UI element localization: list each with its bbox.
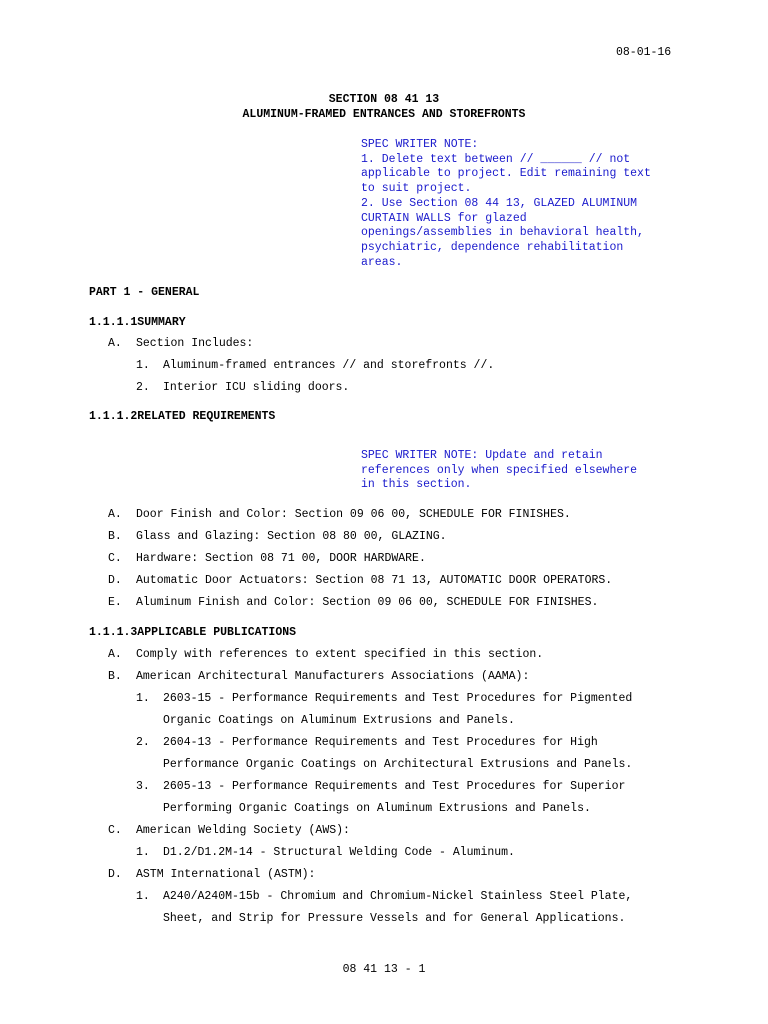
list-item: Door Finish and Color: Section 09 06 00, SCHEDULE FOR FINISHES. — [136, 508, 571, 521]
list-mark: D. — [108, 574, 122, 587]
note-line: SPEC WRITER NOTE: — [361, 138, 479, 151]
list-item: American Architectural Manufacturers Associations (AAMA): — [136, 670, 530, 683]
list-mark: A. — [108, 337, 122, 350]
list-mark: 2. — [136, 381, 150, 394]
list-mark: A. — [108, 648, 122, 661]
list-mark: 2. — [136, 736, 150, 749]
list-item-continuation: Performing Organic Coatings on Aluminum Extrusions and Panels. — [163, 802, 591, 815]
note-line: references only when specified elsewhere — [361, 463, 638, 477]
list-item: Hardware: Section 08 71 00, DOOR HARDWARE. — [136, 552, 426, 565]
note-line: SPEC WRITER NOTE: Update and retain — [361, 449, 603, 462]
note-line: 1. Delete text between // ______ // not — [361, 152, 631, 166]
list-item-continuation: Organic Coatings on Aluminum Extrusions and Panels. — [163, 714, 515, 727]
list-item: Glass and Glazing: Section 08 80 00, GLAZING. — [136, 530, 447, 543]
spec-writer-note — [361, 138, 651, 270]
list-mark: 1. — [136, 846, 150, 859]
list-item: 2603-15 - Performance Requirements and Test Procedures for Pigmented — [163, 692, 633, 705]
note-line: to suit project. — [361, 182, 472, 196]
list-mark: E. — [108, 596, 122, 609]
note-line: CURTAIN WALLS for glazed — [361, 211, 527, 225]
list-item: ASTM International (ASTM): — [136, 868, 316, 881]
related-heading: 1.1.1.2RELATED REQUIREMENTS — [89, 410, 276, 423]
list-item: Automatic Door Actuators: Section 08 71 13, AUTOMATIC DOOR OPERATORS. — [136, 574, 613, 587]
list-mark: 1. — [136, 692, 150, 705]
list-item: 2605-13 - Performance Requirements and Test Procedures for Superior — [163, 780, 626, 793]
summary-heading: 1.1.1.1SUMMARY — [89, 316, 186, 329]
list-mark: 1. — [136, 359, 150, 372]
page-number: 08 41 13 - 1 — [342, 963, 426, 976]
publications-heading: 1.1.1.3APPLICABLE PUBLICATIONS — [89, 626, 297, 639]
list-item-continuation: Performance Organic Coatings on Architectural Extrusions and Panels. — [163, 758, 633, 771]
list-mark: 3. — [136, 780, 150, 793]
list-item: Aluminum Finish and Color: Section 09 06 00, SCHEDULE FOR FINISHES. — [136, 596, 599, 609]
list-mark: A. — [108, 508, 122, 521]
list-item: Section Includes: — [136, 337, 254, 350]
header-date: 08-01-16 — [616, 46, 672, 59]
note-line: applicable to project. Edit remaining text — [361, 167, 651, 181]
note-line: areas. — [361, 255, 403, 269]
list-mark: B. — [108, 530, 122, 543]
list-mark: B. — [108, 670, 122, 683]
list-item: Aluminum-framed entrances // and storefronts //. — [163, 359, 495, 372]
note-line: psychiatric, dependence rehabilitation — [361, 240, 624, 254]
list-item: 2604-13 - Performance Requirements and Test Procedures for High — [163, 736, 598, 749]
list-mark: C. — [108, 552, 122, 565]
spec-writer-note — [361, 449, 637, 493]
list-item-continuation: Sheet, and Strip for Pressure Vessels and for General Applications. — [163, 912, 626, 925]
note-line: 2. Use Section 08 44 13, GLAZED ALUMINUM — [361, 196, 638, 210]
list-item: D1.2/D1.2M-14 - Structural Welding Code - Aluminum. — [163, 846, 515, 859]
list-mark: 1. — [136, 890, 150, 903]
note-line: openings/assemblies in behavioral health, — [361, 226, 644, 240]
list-mark: D. — [108, 868, 122, 881]
list-mark: C. — [108, 824, 122, 837]
list-item: Comply with references to extent specified in this section. — [136, 648, 544, 661]
section-number: SECTION 08 41 13 — [328, 93, 440, 106]
list-item: American Welding Society (AWS): — [136, 824, 350, 837]
section-title: ALUMINUM-FRAMED ENTRANCES AND STOREFRONTS — [242, 108, 526, 121]
note-line: in this section. — [361, 478, 472, 492]
list-item: Interior ICU sliding doors. — [163, 381, 350, 394]
part-heading: PART 1 - GENERAL — [89, 286, 200, 299]
list-item: A240/A240M-15b - Chromium and Chromium-Nickel Stainless Steel Plate, — [163, 890, 633, 903]
